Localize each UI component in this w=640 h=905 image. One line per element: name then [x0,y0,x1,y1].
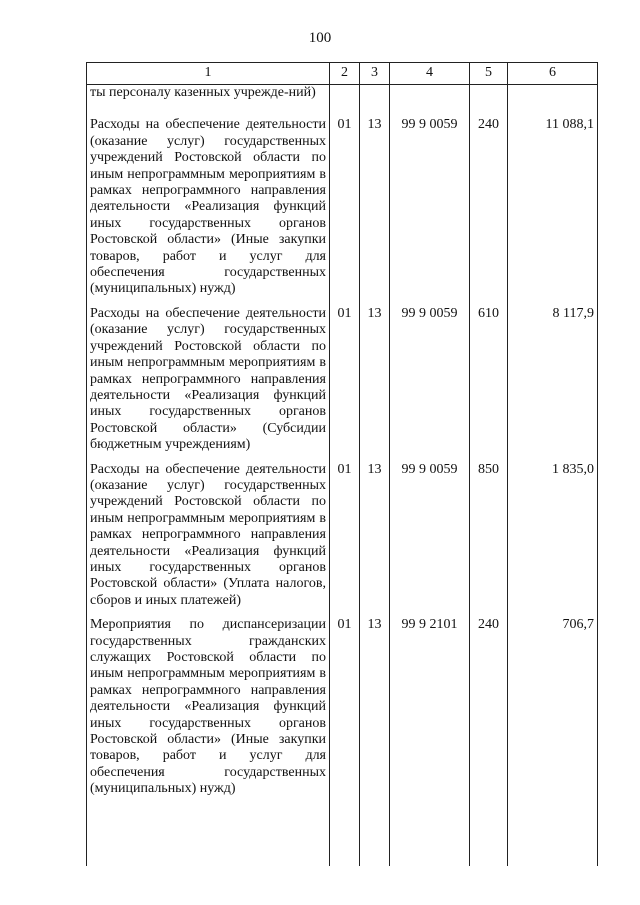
row-description: Расходы на обеспечение деятельности (оказание услуг) государственных учреждений Ростовской области по иным непрограммным мероприятиям в рамках непрограммного направления деятельности «Реализация функций иных государственных органов Ростовской области» (Субсидии бюджетным учреждениям) [87,306,330,462]
row-description: Расходы на обеспечение деятельности (оказание услуг) государственных учреждений Ростовской области по иным непрограммным мероприятиям в рамках непрограммного направления деятельности «Реализация функций иных государственных органов Ростовской области» (Иные закупки товаров, работ и услуг для обеспечения государственных (муниципальных) нужд) [87,101,330,305]
row-target-article-code: 99 9 0059 [390,462,470,618]
budget-table [86,62,598,866]
row-description: Расходы на обеспечение деятельности (оказание услуг) государственных учреждений Ростовской области по иным непрограммным мероприятиям в рамках непрограммного направления деятельности «Реализация функций иных государственных органов Ростовской области» (Уплата налогов, сборов и иных платежей) [87,462,330,618]
row-section-code: 01 [330,617,360,805]
header-col-3: 3 [360,63,390,85]
page-number: 100 [308,30,332,46]
row-amount: 706,7 [508,617,598,805]
row-expense-type-code: 240 [470,617,508,805]
header-col-4: 4 [390,63,470,85]
table-header [87,63,598,85]
row-amount: 11 088,1 [508,101,598,305]
row-subsection-code: 13 [360,462,390,618]
table-row [87,462,598,618]
row-target-article-code: 99 9 0059 [390,306,470,462]
table-row [87,306,598,462]
row-subsection-code: 13 [360,617,390,805]
row-description: Мероприятия по диспансеризации государственных гражданских служащих Ростовской области по иным непрограммным мероприятиям в рамках непрограммного направления деятельности «Реализация функций иных государственных органов Ростовской области» (Иные закупки товаров, работ и услуг для обеспечения государственных (муниципальных) нужд) [87,617,330,805]
table-row [87,101,598,305]
row-subsection-code: 13 [360,306,390,462]
table-filler [87,806,598,866]
row-target-article-code: 99 9 2101 [390,617,470,805]
continuation-row [87,85,598,102]
row-section-code: 01 [330,306,360,462]
table-row [87,617,598,805]
row-expense-type-code: 240 [470,101,508,305]
header-col-5: 5 [470,63,508,85]
row-section-code: 01 [330,101,360,305]
continuation-text: ты персоналу казенных учрежде-ний) [87,85,330,102]
row-amount: 8 117,9 [508,306,598,462]
row-subsection-code: 13 [360,101,390,305]
row-expense-type-code: 610 [470,306,508,462]
header-col-1: 1 [87,63,330,85]
row-target-article-code: 99 9 0059 [390,101,470,305]
row-section-code: 01 [330,462,360,618]
header-col-2: 2 [330,63,360,85]
header-col-6: 6 [508,63,598,85]
row-expense-type-code: 850 [470,462,508,618]
row-amount: 1 835,0 [508,462,598,618]
